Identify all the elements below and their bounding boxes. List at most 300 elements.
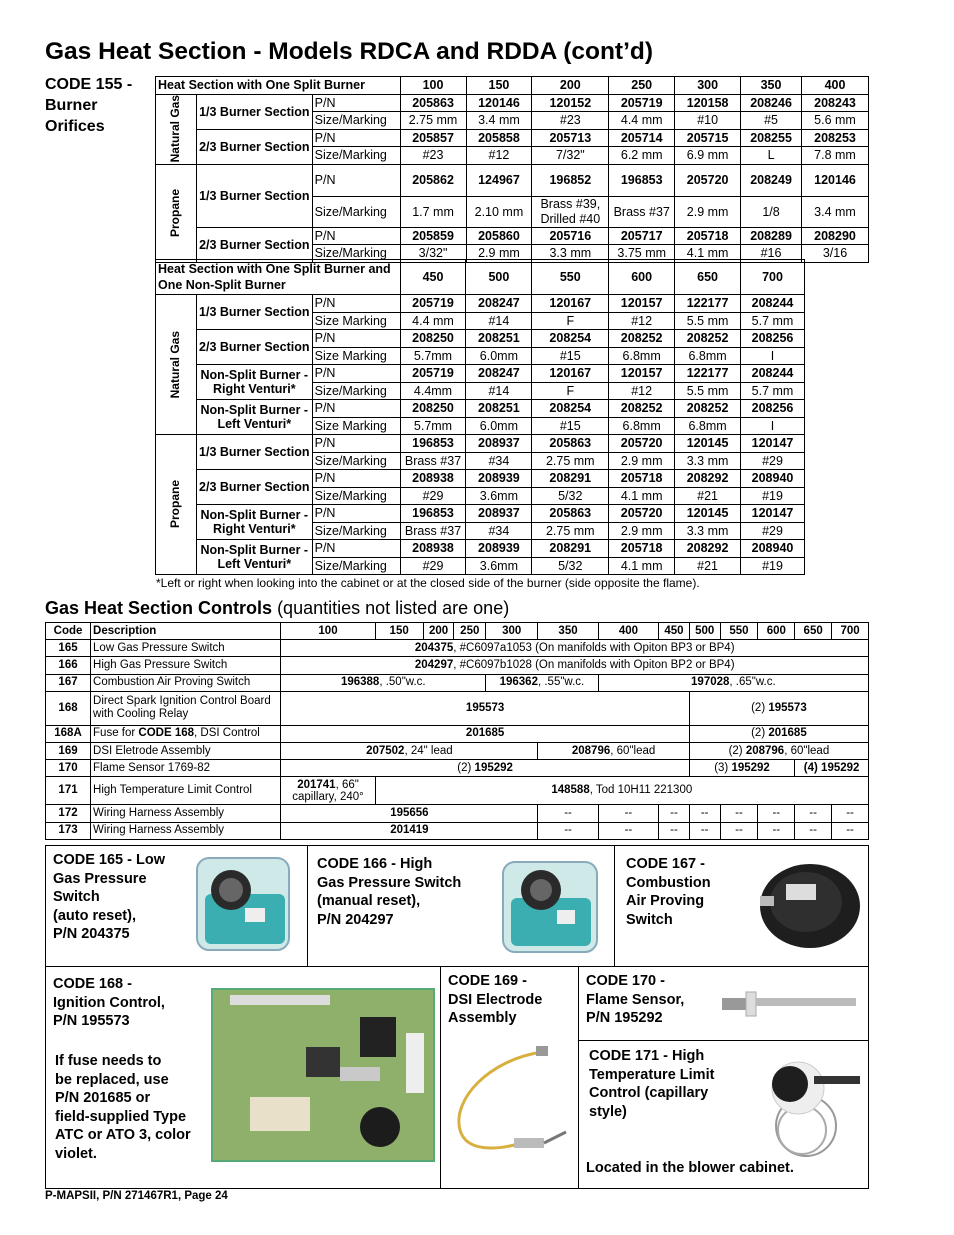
size-marking: 4.4 mm (400, 312, 466, 330)
col-size: 500 (689, 623, 720, 640)
size-marking: #23 (400, 147, 466, 165)
size-header: 650 (675, 260, 741, 295)
row-type-label: Size Marking (312, 312, 400, 330)
burner-section-label: 1/3 Burner Section (196, 94, 312, 129)
pn-cell: 201419 (281, 822, 538, 839)
size-marking: 6.8mm (609, 347, 675, 365)
size-marking: 6.2 mm (609, 147, 675, 165)
high-gas-pressure-switch-image (493, 852, 609, 962)
size-marking: 7/32" (532, 147, 609, 165)
burner-section-label: 2/3 Burner Section (196, 470, 312, 505)
size-header: 600 (609, 260, 675, 295)
col-size: 700 (832, 623, 869, 640)
dash-cell: -- (598, 822, 658, 839)
part-number: 120147 (741, 505, 805, 523)
size-marking: #12 (466, 147, 532, 165)
code-cell: 167 (46, 674, 91, 691)
part-number: 208291 (532, 470, 609, 488)
desc-cell: Wiring Harness Assembly (91, 822, 281, 839)
table-row (46, 777, 869, 805)
size-marking: #10 (675, 112, 741, 130)
pn-cell: (4) 195292 (795, 760, 869, 777)
part-number: 208292 (675, 470, 741, 488)
size-marking: Brass #39, Drilled #40 (532, 196, 609, 227)
controls-header-row (46, 623, 869, 640)
table-row (156, 164, 869, 196)
size-marking: #19 (741, 557, 805, 575)
desc-cell: High Temperature Limit Control (91, 777, 281, 805)
panel-168-fuse-note: If fuse needs to be replaced, use P/N 201685 or field-supplied Type ATC or ATO 3, color violet. (55, 1053, 191, 1162)
desc-cell: Combustion Air Proving Switch (91, 674, 281, 691)
part-number: 120157 (609, 295, 675, 313)
part-number: 208250 (400, 400, 466, 418)
size-marking: 3.4 mm (802, 196, 869, 227)
size-marking: #5 (741, 112, 802, 130)
size-marking: 3.3 mm (675, 522, 741, 540)
part-number: 208289 (741, 227, 802, 245)
col-size: 400 (598, 623, 658, 640)
code-cell: 173 (46, 822, 91, 839)
table-row (156, 94, 869, 112)
size-marking: 4.1 mm (675, 245, 741, 263)
size-marking: #29 (741, 452, 805, 470)
size-marking: 6.8mm (609, 417, 675, 435)
burner-section-label: 1/3 Burner Section (196, 295, 312, 330)
part-number: 208937 (466, 505, 532, 523)
row-type-label: P/N (312, 470, 400, 488)
page-title: Gas Heat Section - Models RDCA and RDDA (cont’d) (45, 38, 654, 65)
size-marking: I (741, 347, 805, 365)
part-number: 208247 (466, 365, 532, 383)
size-header: 250 (609, 77, 675, 95)
col-size: 450 (659, 623, 690, 640)
table-row (46, 640, 869, 657)
row-type-label: P/N (312, 295, 400, 313)
divider (440, 966, 441, 1189)
desc-cell: High Gas Pressure Switch (91, 657, 281, 674)
size-marking: 4.4mm (400, 382, 466, 400)
table-row (156, 295, 805, 313)
part-number: 205720 (609, 505, 675, 523)
part-number: 120145 (675, 435, 741, 453)
size-marking: 5.7 mm (741, 382, 805, 400)
panel-171-caption: CODE 171 - High Temperature Limit Control (capillary style) (589, 1048, 715, 1120)
row-type-label: Size/Marking (312, 112, 400, 130)
pn-cell: 197028, .65"w.c. (598, 674, 868, 691)
size-marking: #12 (609, 382, 675, 400)
panel-165-caption: CODE 165 - Low Gas Pressure Switch (auto reset), P/N 204375 (53, 852, 165, 943)
part-number: 205719 (609, 94, 675, 112)
size-marking: L (741, 147, 802, 165)
size-marking: 4.1 mm (609, 487, 675, 505)
part-number: 205719 (400, 365, 466, 383)
pn-cell: (2) 201685 (689, 725, 868, 742)
size-marking: 2.9 mm (466, 245, 532, 263)
pn-cell: (3) 195292 (689, 760, 794, 777)
part-number: 196853 (609, 164, 675, 196)
dash-cell: -- (538, 805, 598, 822)
size-marking: #14 (466, 312, 532, 330)
size-header: 150 (466, 77, 532, 95)
col-size: 650 (795, 623, 832, 640)
part-number: 205863 (400, 94, 466, 112)
size-marking: 4.4 mm (609, 112, 675, 130)
row-type-label: P/N (312, 330, 400, 348)
desc-cell: Wiring Harness Assembly (91, 805, 281, 822)
col-size: 300 (486, 623, 538, 640)
table-row (156, 505, 805, 523)
size-header: 200 (532, 77, 609, 95)
dash-cell: -- (538, 822, 598, 839)
size-marking: 5.5 mm (675, 382, 741, 400)
col-description: Description (91, 623, 281, 640)
part-number: 208940 (741, 470, 805, 488)
col-size: 100 (281, 623, 375, 640)
size-header: 300 (675, 77, 741, 95)
part-number: 208939 (466, 470, 532, 488)
size-marking: 3.3 mm (532, 245, 609, 263)
size-marking: 3.4 mm (466, 112, 532, 130)
part-number: 208291 (532, 540, 609, 558)
desc-cell: DSI Eletrode Assembly (91, 742, 281, 759)
dsi-electrode-image (448, 1040, 572, 1180)
size-marking: 3.6mm (466, 487, 532, 505)
size-marking: 3/32" (400, 245, 466, 263)
size-header: 550 (532, 260, 609, 295)
part-number: 208254 (532, 330, 609, 348)
size-header: 450 (400, 260, 466, 295)
pn-cell: 207502, 24" lead (281, 742, 538, 759)
size-marking: 6.0mm (466, 347, 532, 365)
part-number: 208251 (466, 330, 532, 348)
table-row (46, 674, 869, 691)
part-number: 205718 (609, 540, 675, 558)
dash-cell: -- (832, 822, 869, 839)
pn-cell: 201685 (281, 725, 689, 742)
fuel-type-label: Propane (156, 164, 197, 262)
burner-section-label: 2/3 Burner Section (196, 129, 312, 164)
table-row (46, 760, 869, 777)
code-cell: 170 (46, 760, 91, 777)
part-number: 120146 (466, 94, 532, 112)
size-marking: 5.6 mm (802, 112, 869, 130)
part-number: 205716 (532, 227, 609, 245)
panel-167-caption: CODE 167 - Combustion Air Proving Switch (626, 856, 711, 928)
size-marking: #14 (466, 382, 532, 400)
part-number: 205863 (532, 435, 609, 453)
code-cell: 172 (46, 805, 91, 822)
row-type-label: Size Marking (312, 417, 400, 435)
size-marking: #21 (675, 557, 741, 575)
dash-cell: -- (689, 822, 720, 839)
size-marking: Brass #37 (400, 452, 466, 470)
part-number: 205715 (675, 129, 741, 147)
part-number: 205720 (675, 164, 741, 196)
table-row (46, 822, 869, 839)
dash-cell: -- (689, 805, 720, 822)
col-code: Code (46, 623, 91, 640)
table-row (156, 540, 805, 558)
code-155-line2: Burner (45, 97, 98, 114)
controls-title: Gas Heat Section Controls (quantities not listed are one) (45, 598, 510, 618)
panel-169-caption: CODE 169 - DSI Electrode Assembly (448, 973, 543, 1027)
panel-168-caption: CODE 168 - Ignition Control, P/N 195573 (53, 976, 165, 1030)
dash-cell: -- (720, 822, 758, 839)
dash-cell: -- (795, 822, 832, 839)
table-row (156, 330, 805, 348)
row-type-label: Size Marking (312, 347, 400, 365)
dash-cell: -- (795, 805, 832, 822)
code-155-line1: CODE 155 - (45, 76, 133, 93)
temperature-limit-control-image (742, 1046, 866, 1160)
size-marking: #15 (532, 417, 609, 435)
panel-166-caption: CODE 166 - High Gas Pressure Switch (manual reset), P/N 204297 (317, 856, 462, 928)
dash-cell: -- (832, 805, 869, 822)
pn-cell: (2) 208796, 60"lead (689, 742, 868, 759)
row-type-label: P/N (312, 227, 400, 245)
size-marking: 3.6mm (466, 557, 532, 575)
dash-cell: -- (598, 805, 658, 822)
table-row (156, 400, 805, 418)
divider (614, 845, 615, 967)
part-number: 120167 (532, 365, 609, 383)
size-marking: 6.8mm (675, 417, 741, 435)
part-number: 205718 (675, 227, 741, 245)
part-number: 208246 (741, 94, 802, 112)
size-marking: 2.9 mm (609, 522, 675, 540)
size-marking: #21 (675, 487, 741, 505)
part-number: 120146 (802, 164, 869, 196)
col-size: 200 (423, 623, 454, 640)
code-155-heading (45, 74, 150, 137)
desc-cell: Flame Sensor 1769-82 (91, 760, 281, 777)
row-type-label: P/N (312, 365, 400, 383)
fuel-type-label: Natural Gas (156, 94, 197, 164)
table-row (156, 129, 869, 147)
dash-cell: -- (659, 822, 690, 839)
size-marking: 2.9 mm (609, 452, 675, 470)
table-header-row (156, 77, 869, 95)
size-marking: 5/32 (532, 487, 609, 505)
ignition-control-board-image (210, 987, 436, 1163)
dash-cell: -- (659, 805, 690, 822)
table-row (46, 691, 869, 725)
divider (578, 966, 579, 1189)
part-number: 205720 (609, 435, 675, 453)
part-number: 120167 (532, 295, 609, 313)
part-number: 208292 (675, 540, 741, 558)
part-number: 196852 (532, 164, 609, 196)
size-marking: #12 (609, 312, 675, 330)
orifice-table-split-nonsplit (155, 259, 805, 575)
size-marking: Brass #37 (400, 522, 466, 540)
row-type-label: Size/Marking (312, 522, 400, 540)
size-marking: 7.8 mm (802, 147, 869, 165)
part-number: 208252 (675, 400, 741, 418)
row-type-label: Size/Marking (312, 557, 400, 575)
table-row (46, 742, 869, 759)
size-marking: F (532, 382, 609, 400)
size-marking: 3.75 mm (609, 245, 675, 263)
part-number: 205860 (466, 227, 532, 245)
part-number: 205862 (400, 164, 466, 196)
size-marking: 3.3 mm (675, 452, 741, 470)
size-marking: 1.7 mm (400, 196, 466, 227)
size-marking: Brass #37 (609, 196, 675, 227)
code-cell: 168A (46, 725, 91, 742)
part-number: 122177 (675, 365, 741, 383)
burner-section-label: Non-Split Burner - Left Venturi* (196, 400, 312, 435)
size-marking: 2.9 mm (675, 196, 741, 227)
fuel-type-label: Propane (156, 435, 197, 575)
row-type-label: P/N (312, 129, 400, 147)
part-number: 208243 (802, 94, 869, 112)
size-marking: #34 (466, 452, 532, 470)
part-number: 205859 (400, 227, 466, 245)
part-number: 208252 (675, 330, 741, 348)
divider (307, 845, 308, 967)
part-number: 205858 (466, 129, 532, 147)
part-number: 205863 (532, 505, 609, 523)
size-marking: 5.7mm (400, 347, 466, 365)
row-type-label: Size/Marking (312, 452, 400, 470)
table-header-row (156, 260, 805, 295)
size-marking: #29 (400, 487, 466, 505)
part-number: 196853 (400, 435, 466, 453)
col-size: 250 (454, 623, 486, 640)
size-marking: #16 (741, 245, 802, 263)
low-gas-pressure-switch-image (183, 850, 301, 962)
size-marking: F (532, 312, 609, 330)
venturi-footnote: *Left or right when looking into the cabinet or at the closed side of the burner (side opposite the flame). (156, 576, 700, 590)
part-number: 208252 (609, 400, 675, 418)
part-number: 205718 (609, 470, 675, 488)
code-155-line3: Orifices (45, 118, 105, 135)
row-type-label: Size/Marking (312, 245, 400, 263)
dash-cell: -- (758, 822, 795, 839)
divider (578, 1040, 869, 1041)
part-number: 208251 (466, 400, 532, 418)
dash-cell: -- (758, 805, 795, 822)
burner-section-label: 1/3 Burner Section (196, 164, 312, 227)
row-type-label: Size/Marking (312, 196, 400, 227)
burner-section-label: 2/3 Burner Section (196, 227, 312, 262)
size-marking: 5.5 mm (675, 312, 741, 330)
col-size: 350 (538, 623, 598, 640)
desc-cell: Fuse for CODE 168, DSI Control (91, 725, 281, 742)
part-number: 208244 (741, 365, 805, 383)
size-marking: 6.0mm (466, 417, 532, 435)
size-marking: #15 (532, 347, 609, 365)
divider (45, 966, 869, 967)
table-row (46, 657, 869, 674)
part-number: 208244 (741, 295, 805, 313)
desc-cell: Low Gas Pressure Switch (91, 640, 281, 657)
part-number: 208939 (466, 540, 532, 558)
size-marking: #34 (466, 522, 532, 540)
desc-cell: Direct Spark Ignition Control Board with Cooling Relay (91, 691, 281, 725)
table-header-label: Heat Section with One Split Burner and One Non-Split Burner (156, 260, 401, 295)
pn-cell: 148588, Tod 10H11 221300 (375, 777, 868, 805)
row-type-label: P/N (312, 435, 400, 453)
size-marking: I (741, 417, 805, 435)
row-type-label: P/N (312, 94, 400, 112)
size-header: 500 (466, 260, 532, 295)
part-number: 205714 (609, 129, 675, 147)
pn-cell: 208796, 60"lead (538, 742, 689, 759)
table-row (156, 227, 869, 245)
row-type-label: P/N (312, 540, 400, 558)
code-cell: 171 (46, 777, 91, 805)
burner-section-label: Non-Split Burner - Left Venturi* (196, 540, 312, 575)
part-number: 208938 (400, 470, 466, 488)
size-marking: #29 (741, 522, 805, 540)
size-header: 350 (741, 77, 802, 95)
code-cell: 168 (46, 691, 91, 725)
pn-cell: 195573 (281, 691, 689, 725)
part-number: 205719 (400, 295, 466, 313)
row-type-label: P/N (312, 164, 400, 196)
table-row (156, 435, 805, 453)
part-number: 122177 (675, 295, 741, 313)
part-number: 120145 (675, 505, 741, 523)
size-marking: 5.7 mm (741, 312, 805, 330)
table-row (46, 725, 869, 742)
part-number: 124967 (466, 164, 532, 196)
table-row (156, 470, 805, 488)
part-number: 205717 (609, 227, 675, 245)
size-marking: 2.75 mm (400, 112, 466, 130)
orifice-table-split (155, 76, 869, 263)
dash-cell: -- (720, 805, 758, 822)
part-number: 205713 (532, 129, 609, 147)
row-type-label: Size/Marking (312, 382, 400, 400)
size-marking: 2.75 mm (532, 522, 609, 540)
part-number: 208938 (400, 540, 466, 558)
size-marking: 1/8 (741, 196, 802, 227)
part-number: 208250 (400, 330, 466, 348)
size-marking: #29 (400, 557, 466, 575)
part-number: 205857 (400, 129, 466, 147)
part-number: 120152 (532, 94, 609, 112)
code-cell: 166 (46, 657, 91, 674)
size-marking: 3/16 (802, 245, 869, 263)
part-number: 208252 (609, 330, 675, 348)
size-marking: 6.9 mm (675, 147, 741, 165)
size-header: 400 (802, 77, 869, 95)
table-row (46, 805, 869, 822)
part-number: 208255 (741, 129, 802, 147)
part-number: 208940 (741, 540, 805, 558)
size-marking: 2.10 mm (466, 196, 532, 227)
size-marking: #19 (741, 487, 805, 505)
col-size: 550 (720, 623, 758, 640)
part-number: 120147 (741, 435, 805, 453)
burner-section-label: Non-Split Burner - Right Venturi* (196, 365, 312, 400)
size-marking: 6.8mm (675, 347, 741, 365)
row-type-label: Size/Marking (312, 147, 400, 165)
part-number: 208249 (741, 164, 802, 196)
row-type-label: Size/Marking (312, 487, 400, 505)
panel-171-location-note: Located in the blower cabinet. (586, 1160, 794, 1176)
pn-cell: (2) 195573 (689, 691, 868, 725)
part-number: 196853 (400, 505, 466, 523)
part-number: 208290 (802, 227, 869, 245)
pn-cell: 196362, .55"w.c. (486, 674, 599, 691)
pn-cell: 196388, .50"w.c. (281, 674, 486, 691)
pn-cell: 204297, #C6097b1028 (On manifolds with Opiton BP2 or BP4) (281, 657, 869, 674)
table-header-label: Heat Section with One Split Burner (156, 77, 401, 95)
